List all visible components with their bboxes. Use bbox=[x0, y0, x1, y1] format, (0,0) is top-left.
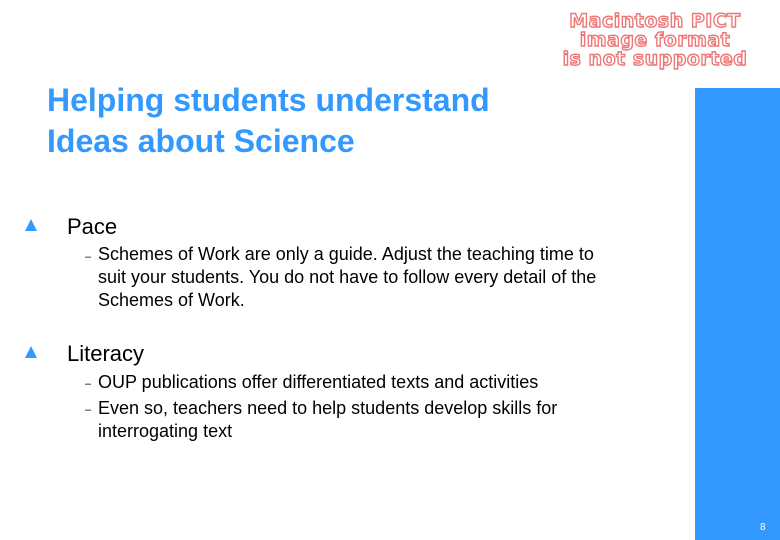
placeholder-line-3: is not supported bbox=[562, 48, 748, 70]
placeholder-line-1: Macintosh PICT bbox=[569, 10, 741, 32]
accent-side-bar bbox=[695, 88, 780, 540]
slide-title-line-1: Helping students understand bbox=[47, 82, 490, 118]
dash-bullet: – bbox=[85, 378, 92, 390]
sub-point-literacy-1 bbox=[98, 371, 688, 394]
sub-point-line: Schemes of Work. bbox=[98, 290, 245, 310]
sub-point-literacy-2 bbox=[98, 397, 688, 443]
triangle-bullet-icon bbox=[25, 346, 37, 358]
bullet-literacy: Literacy bbox=[67, 341, 145, 366]
page-number: 8 bbox=[760, 522, 766, 533]
slide-title bbox=[47, 80, 667, 162]
sub-point-line: Even so, teachers need to help students develop skills for bbox=[98, 398, 558, 418]
bullet-pace: Pace bbox=[67, 214, 118, 239]
sub-point-line: Schemes of Work are only a guide. Adjust the teaching time to bbox=[98, 244, 594, 264]
slide-title-line-2: Ideas about Science bbox=[47, 123, 355, 159]
placeholder-line-2: image format bbox=[579, 29, 731, 51]
dash-bullet: – bbox=[85, 251, 92, 263]
sub-point-line: suit your students. You do not have to follow every detail of the bbox=[98, 267, 597, 287]
unsupported-image-placeholder bbox=[530, 12, 780, 68]
triangle-bullet-icon bbox=[25, 219, 37, 231]
sub-point-line: OUP publications offer differentiated texts and activities bbox=[98, 372, 539, 392]
sub-point-pace-1 bbox=[98, 243, 688, 312]
sub-point-line: interrogating text bbox=[98, 421, 233, 441]
dash-bullet: – bbox=[85, 404, 92, 416]
